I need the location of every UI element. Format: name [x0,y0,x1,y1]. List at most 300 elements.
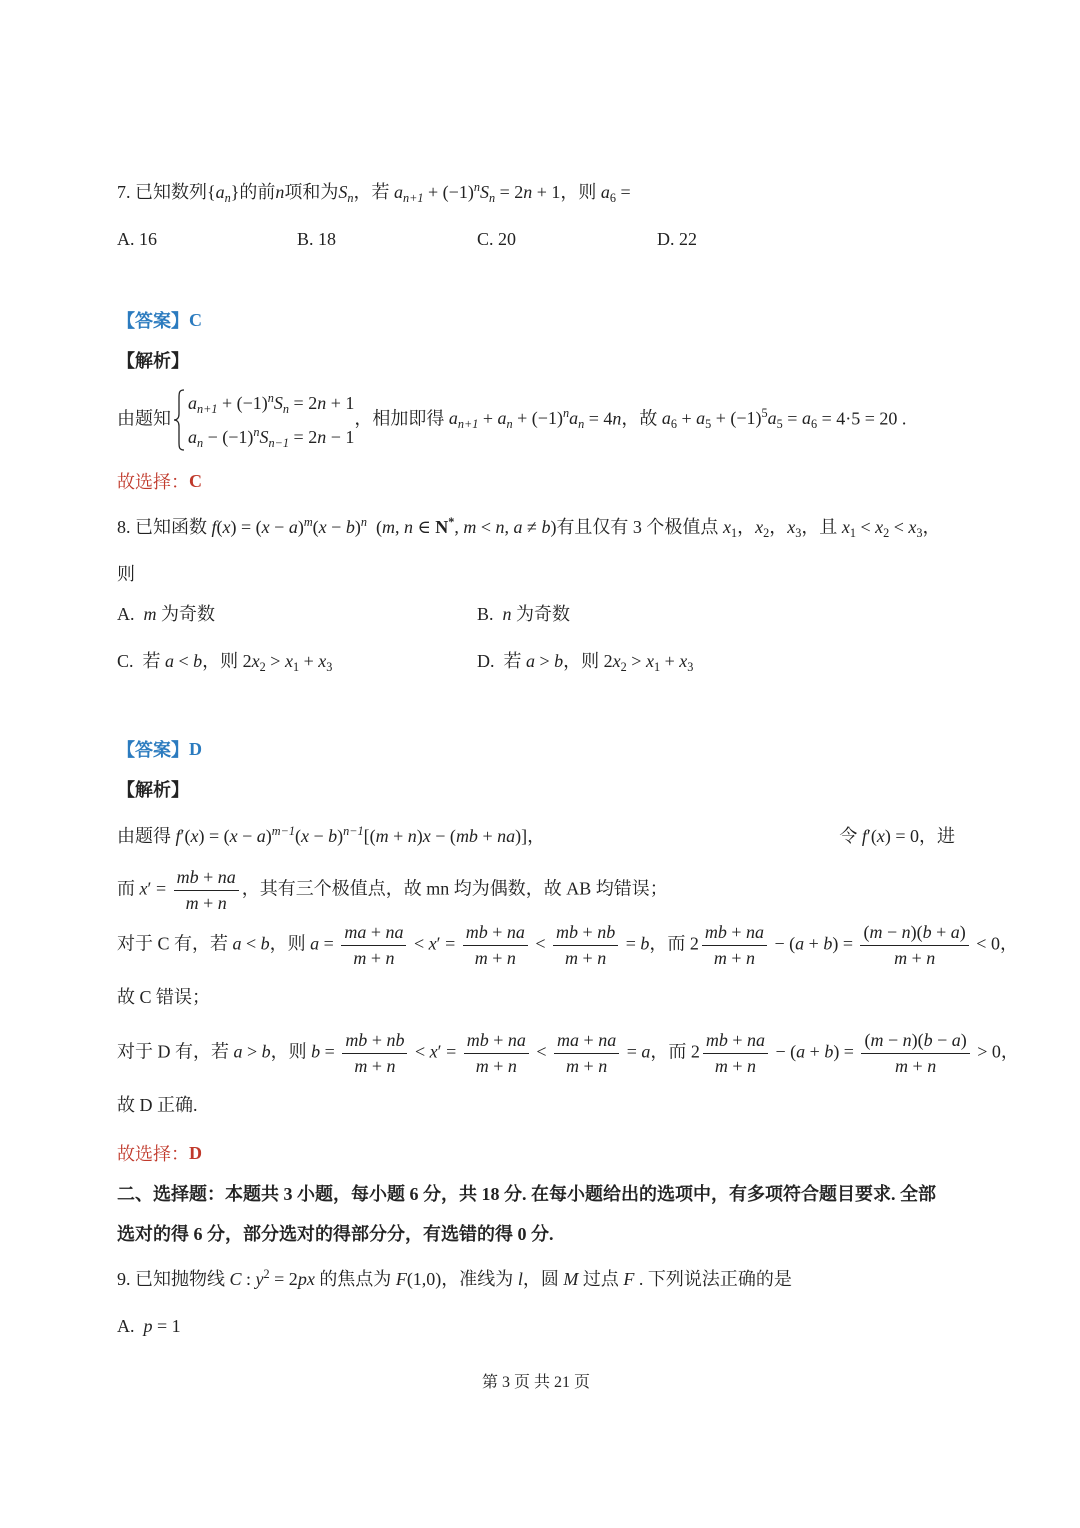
text-run: + [804,933,824,954]
q9-option-a [117,1312,181,1342]
math-variable: a [165,651,175,672]
line-content [117,1269,792,1291]
term-base: ) [265,826,272,847]
text-run: + [487,921,507,942]
math-variable: mb [465,921,488,942]
line-content [477,229,516,251]
text-run: ′ = [436,933,460,954]
text-run: A. [117,604,144,625]
q7-analysis-label [117,345,189,375]
line-content [117,1316,181,1338]
math-variable: b [193,651,203,672]
q8-analysis-label [117,774,189,804]
text-run: ( [312,517,319,538]
q7-option-b [297,225,336,255]
term-base: x [645,651,654,672]
fraction-denominator [702,946,767,969]
math-variable: l [517,1269,523,1290]
fraction [860,922,968,968]
text-run: ) [550,517,557,538]
q8-solution-case-c [117,915,1018,975]
q8-solution-case-c-result [117,983,210,1013]
q7-solution-system [117,383,906,457]
subscript: 1 [292,660,300,675]
math-variable: m [870,1029,884,1050]
text-run: 对于 C 有，若 [117,933,233,954]
math-variable: C [229,1269,242,1290]
math-term [767,408,783,432]
term-base: x [318,651,327,672]
math-term [435,517,454,537]
equation-system [171,386,354,454]
fraction-denominator [341,946,406,969]
text-run: + [676,408,697,429]
text-run: ，其有三个极值点，故 mn 均为偶数，故 AB 均错误； [241,878,668,899]
math-variable: m [463,517,477,538]
math-variable: nb [386,1029,405,1050]
term-base: S [273,392,283,413]
math-term [787,517,802,541]
text-run: ( [863,921,870,942]
math-term [256,1269,270,1289]
math-variable: M [563,1269,579,1290]
math-variable: f [861,826,867,847]
q7-option-a [117,225,157,255]
math-variable: b [260,933,270,954]
text-run: ∈ [412,517,436,538]
math-variable: m [894,947,908,968]
math-variable: na [507,1029,526,1050]
analysis-label: 【解析】 [117,780,189,800]
math-term [188,392,218,416]
math-variable: x [428,933,437,954]
line-content [117,564,135,586]
text-run: ) = ( [198,826,230,847]
q8-option-a [117,600,215,630]
text-run: = 2 [495,182,524,203]
text-run: ) [960,1029,967,1050]
term-base: + (−1) [217,392,268,413]
fraction [554,1030,619,1076]
term-base: + (−1) [423,182,474,203]
text-run: C. 20 [477,229,517,250]
superscript: n [360,515,367,530]
term-base: a [600,182,610,203]
term-base: x [284,651,293,672]
text-run: , [454,517,464,538]
superscript: m−1 [271,824,295,839]
fraction-denominator [861,1054,969,1077]
equation-row [188,420,354,454]
text-run: > [265,651,285,672]
math-variable: b [824,1041,834,1062]
text-run: ， [922,517,941,538]
math-term [203,427,259,447]
text-run: ) [416,826,423,847]
section-heading-text: 二、选择题：本题共 3 小题，每小题 6 分，共 18 分. 在每小题给出的选项中，有多项符合题目要求. 全部 [117,1184,936,1204]
text-run: − 1 [326,427,355,447]
math-variable: F [395,1269,407,1290]
text-run: 由题得 [117,826,176,847]
term-base: ) [354,517,361,538]
math-term [259,427,290,450]
text-run: + [578,921,598,942]
text-run: + [477,826,498,847]
math-variable: a [951,1029,961,1050]
subscript: n−1 [268,435,290,450]
fraction-denominator [463,946,528,969]
text-run: − [932,1029,952,1050]
math-variable: n [902,1029,912,1050]
text-run: ) = [832,933,858,954]
math-term [251,651,266,675]
section2-heading-line1 [117,1178,936,1208]
fraction-numerator [703,1030,768,1054]
math-variable: n [495,517,505,538]
term-base: x [908,517,917,538]
text-run: − [308,826,329,847]
q7-stem [117,178,631,208]
text-run: = [782,408,802,429]
text-run: 由题知 [117,408,171,429]
math-term [424,182,480,202]
term-base: a [448,408,458,429]
term-base: x [875,517,884,538]
math-variable: m [381,517,395,538]
math-variable: f [211,517,217,538]
math-variable: m [895,1055,909,1076]
term-base: x [841,517,850,538]
math-variable: a [256,826,266,847]
subscript: 2 [763,526,770,541]
text-run: + [366,947,386,968]
text-run: ) = 0，进 [884,826,955,847]
q7-conclusion [117,466,202,496]
math-term [266,826,295,846]
math-variable: mb [455,826,478,847]
fraction-numerator [463,922,528,946]
math-variable: na [217,866,236,887]
superscript: 5 [761,406,768,421]
math-variable: a [795,933,805,954]
math-variable: mb [466,1029,489,1050]
q7-answer [117,305,202,335]
term-base: ) [337,826,344,847]
math-term [448,408,479,432]
math-term [355,517,367,537]
math-variable: mb [705,1029,728,1050]
fraction-numerator [341,922,406,946]
text-run: > 0， [972,1041,1019,1062]
fraction [861,1030,969,1076]
math-variable: n [612,408,622,429]
superscript: n−1 [343,824,364,839]
text-run: ， [737,517,756,538]
math-variable: a [513,517,523,538]
math-variable: x [139,878,148,899]
math-term [645,651,661,675]
term-base: x [251,651,260,672]
term-base: a [767,408,777,429]
math-variable: na [385,921,404,942]
math-variable: m [714,1055,728,1076]
conclusion-label: 故选择： [117,1144,189,1164]
math-variable: m [713,947,727,968]
term-base: + (−1) [512,408,563,429]
math-variable: n [901,921,911,942]
text-run: + 1 [326,392,355,413]
math-variable: na [598,1029,617,1050]
q9-stem [117,1265,792,1295]
term-base: a [188,427,197,447]
math-variable: m [354,1055,368,1076]
text-run: + [579,1055,599,1076]
text-run: ，而 2 [650,1041,700,1062]
term-base: x [722,517,731,538]
text-run: ，则 2 [202,651,252,672]
text-run: ，相加即得 [354,408,449,429]
text-run: ( [294,826,301,847]
text-run: + [367,1029,387,1050]
text-run: 故 C 错误； [117,987,211,1008]
math-variable: na [506,921,525,942]
term-base: + (−1) [711,408,762,429]
text-run: ( [216,517,223,538]
text-run: = 2 [289,427,318,447]
math-term [273,392,290,416]
term-base: S [259,427,269,447]
text-run: (1,0)，准线为 [406,1269,518,1290]
text-run: 项和为 [284,182,339,203]
math-variable: m [566,1055,580,1076]
text-run: ，则 2 [563,651,613,672]
fraction-numerator [174,867,239,891]
text-run: − [269,517,289,538]
text-run: [( [363,826,376,847]
text-run: + [388,826,408,847]
text-run: A. 16 [117,229,157,250]
text-run: > [535,651,555,672]
line-content [839,826,955,848]
fraction-numerator [554,1030,619,1054]
answer-value: C [189,309,202,330]
text-run: + [578,947,598,968]
subscript: n+1 [197,401,218,416]
fraction [342,1030,407,1076]
text-run: ，圆 [522,1269,564,1290]
equation-rows [188,386,354,454]
q8-solution-derivative [117,822,545,852]
text-run: + [198,866,218,887]
math-term [497,408,513,432]
math-term [908,517,923,541]
math-term [801,408,818,432]
line-content [117,922,1018,968]
math-term [298,517,313,537]
math-variable: a [950,921,960,942]
math-term [841,517,856,541]
math-variable: n [317,392,327,413]
line-content [117,386,906,454]
subscript: 6 [670,417,677,432]
math-term [696,408,712,432]
text-run: : [241,1269,256,1290]
text-run: D. 22 [657,229,697,250]
text-run: < [476,517,496,538]
q7-option-d [657,225,697,255]
math-variable: n [746,947,756,968]
text-run: − ( [771,1041,797,1062]
superscript: * [448,515,455,530]
math-variable: mb [176,866,199,887]
answer-value: D [189,738,202,759]
text-run: < [241,933,261,954]
superscript: 2 [263,1267,270,1282]
math-variable: n [597,947,607,968]
math-variable: b [554,651,564,672]
math-variable: m [474,947,488,968]
text-run: { [207,182,216,203]
math-variable: n [407,826,417,847]
text-run: = 2 [289,392,318,413]
subscript: 2 [620,660,627,675]
math-variable: na [746,921,765,942]
term-base: S [338,182,348,203]
text-run: = [621,933,641,954]
math-variable: na [497,826,516,847]
text-run: )( [910,921,923,942]
text-run: > [242,1041,262,1062]
math-variable: a [288,517,298,538]
text-run: 则 [117,564,135,585]
text-run: − ( [770,933,796,954]
math-variable: x [261,517,270,538]
line-content [117,604,215,626]
math-variable: n [502,604,512,625]
fraction-numerator [702,922,767,946]
math-term [661,408,677,432]
q8-solution-critical-point [117,860,668,920]
line-content [117,1095,198,1117]
text-run: , [394,517,404,538]
line-content [297,229,336,251]
answer-label: 【答案】 [117,740,189,760]
subscript: n [224,191,231,206]
math-variable: n [385,947,395,968]
text-run: . 下列说法正确的是 [634,1269,792,1290]
text-run: < [855,517,876,538]
math-variable: ma [344,921,367,942]
math-variable: b [823,933,833,954]
text-run: < [410,1041,430,1062]
math-term [218,393,274,413]
math-variable: px [297,1269,315,1290]
math-term [600,182,617,206]
math-variable: b [328,826,338,847]
text-run: + [805,1041,825,1062]
subscript: n [197,435,204,450]
text-run: + 1，则 [532,182,601,203]
subscript: 6 [810,417,818,432]
q7-option-c [477,225,516,255]
math-variable: n [275,182,285,203]
text-run: + [299,651,319,672]
text-run: − ( [430,826,456,847]
math-term [755,517,770,541]
q8-stem [117,513,941,543]
line-content [117,826,545,848]
text-run: ，若 [353,182,395,203]
text-run: + [931,921,951,942]
text-run: 为奇数 [156,604,215,625]
math-term [612,651,627,675]
term-base: x [787,517,796,538]
text-run: 为奇数 [511,604,571,625]
math-variable: n [747,1055,756,1076]
subscript: 5 [705,417,712,432]
math-term [569,408,585,432]
fraction-denominator [703,1054,768,1077]
text-run: D. 若 [477,651,526,672]
text-run: } [230,182,240,203]
fraction-denominator [342,1054,407,1077]
math-variable: a [641,1041,651,1062]
subscript: n [282,401,290,416]
term-base: a [661,408,671,429]
subscript: n+1 [457,417,479,432]
math-variable: b [541,517,551,538]
text-run: + [487,947,507,968]
text-run: B. [477,604,503,625]
fraction-numerator [553,922,618,946]
math-term [394,182,424,206]
text-run: ，而 2 [649,933,699,954]
q8-solution-case-d [117,1023,1019,1083]
text-run: ′( [180,826,191,847]
math-term [337,826,364,846]
math-variable: m [353,947,367,968]
subscript: n [488,191,496,206]
text-run: + [488,1055,508,1076]
subscript: 3 [916,526,923,541]
q8-option-d [477,647,693,677]
math-variable: mb [556,921,579,942]
text-run: A. [117,1316,144,1337]
line-content [117,1030,1019,1076]
text-run: = 1 [152,1316,181,1337]
text-run: < 0， [971,933,1018,954]
text-run: + [726,947,747,968]
fraction-numerator [861,1030,969,1054]
text-run: − [882,921,902,942]
text-run: 对于 D 有，若 [117,1041,234,1062]
math-variable: b [640,933,650,954]
text-run: 9. 已知抛物线 [117,1269,230,1290]
text-run: 而 [117,878,140,899]
text-run: ′ = [147,878,171,899]
text-run: = 2 [269,1269,298,1290]
superscript: n [562,406,570,421]
text-run: ) = ( [230,517,262,538]
fraction [174,867,239,913]
superscript: n [473,180,480,195]
left-brace-icon [173,389,185,451]
math-term [479,182,496,206]
text-run: + [727,1029,747,1050]
term-base: S [479,182,489,203]
math-variable: b [922,921,932,942]
subscript: 3 [326,660,333,675]
